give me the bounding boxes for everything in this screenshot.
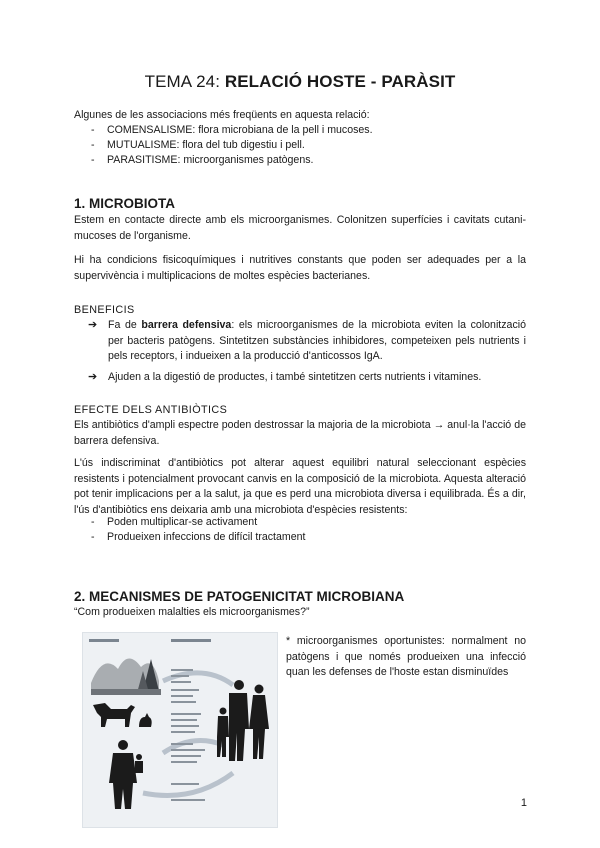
arrow-icon: ➔ bbox=[88, 319, 98, 331]
transmission-figure bbox=[82, 632, 278, 828]
flow-arrow bbox=[163, 741, 223, 754]
flow-arrow bbox=[163, 673, 233, 685]
intro-list bbox=[74, 123, 534, 168]
list-item: - Poden multiplicar-se activament bbox=[74, 515, 534, 530]
page-number: 1 bbox=[520, 797, 527, 809]
figure-header-bar bbox=[171, 639, 211, 642]
figure-header-bar bbox=[89, 639, 119, 642]
person-silhouette bbox=[109, 740, 143, 809]
benefit-item: ➔ Ajuden a la digestió de productes, i també sintetitzen certs nutrients i vitamines. bbox=[108, 370, 526, 386]
subheading-beneficis: BENEFICIS bbox=[74, 304, 135, 316]
section-question: “Com produeixen malalties els microorganismes?” bbox=[74, 606, 310, 618]
landscape-image bbox=[91, 658, 161, 695]
list-item: - MUTUALISME: flora del tub digestiu i pell. bbox=[74, 138, 534, 153]
antibiotics-list bbox=[74, 515, 534, 545]
title-main: RELACIÓ HOSTE - PARÀSIT bbox=[224, 72, 456, 91]
family-silhouette bbox=[217, 680, 269, 761]
opportunist-note: * microorganismes oportunistes: normalment no patògens i que només produeixen una infecció quan les defenses de l'hoste estan disminuïdes bbox=[286, 635, 526, 679]
intro-text: Algunes de les associacions més freqüents en aquesta relació: bbox=[74, 109, 370, 121]
page-title bbox=[0, 72, 600, 92]
arrow-icon: ➔ bbox=[88, 371, 98, 383]
transmission-illustration bbox=[83, 633, 277, 827]
figure-labels bbox=[171, 669, 205, 801]
benefit-item: ➔ Fa de barrera defensiva: els microorganismes de la microbiota eviten la colonització per bacteris patògens. Sintetitzen substàncies inhibidores, competeixen pels nutrients i pels receptors, i indueixen a la producció d'anticossos IgA. bbox=[88, 319, 526, 363]
section-heading-microbiota: 1. MICROBIOTA bbox=[74, 196, 175, 211]
paragraph: Estem en contacte directe amb els microorganismes. Colonitzen superfícies i cavitats cutani-mucoses de l'organisme. bbox=[74, 214, 526, 242]
subheading-antibiotics: EFECTE DELS ANTIBIÒTICS bbox=[74, 404, 228, 416]
list-item: - PARASITISME: microorganismes patògens. bbox=[74, 153, 534, 168]
section-heading-mecanismes: 2. MECANISMES DE PATOGENICITAT MICROBIANA bbox=[74, 589, 405, 604]
paragraph: L'ús indiscriminat d'antibiòtics pot alterar aquest equilibri natural seleccionant espècies resistents i potencialment provocant canvis en la composició de la microbiota. Aquesta alteració pot tenir implicacions per a la salut, ja que es perd una microbiota diversa i equilibrada. És a dir, l'ús d'antibiòtics ens deixaria amb una microbiota d'espècies resistents: bbox=[74, 457, 526, 516]
paragraph: Hi ha condicions fisicoquímiques i nutritives constants que poden ser adequades per a la supervivència i multiplicacions de moltes espècies bacterianes. bbox=[74, 254, 526, 282]
list-item: - Produeixen infeccions de difícil tractament bbox=[74, 530, 534, 545]
animals-silhouette bbox=[93, 703, 152, 727]
paragraph: Els antibiòtics d'ampli espectre poden destrossar la majoria de la microbiota → anul·la l'acció de barrera defensiva. bbox=[74, 419, 526, 447]
title-prefix: TEMA 24: bbox=[144, 72, 225, 91]
list-item: - COMENSALISME: flora microbiana de la pell i mucoses. bbox=[74, 123, 534, 138]
